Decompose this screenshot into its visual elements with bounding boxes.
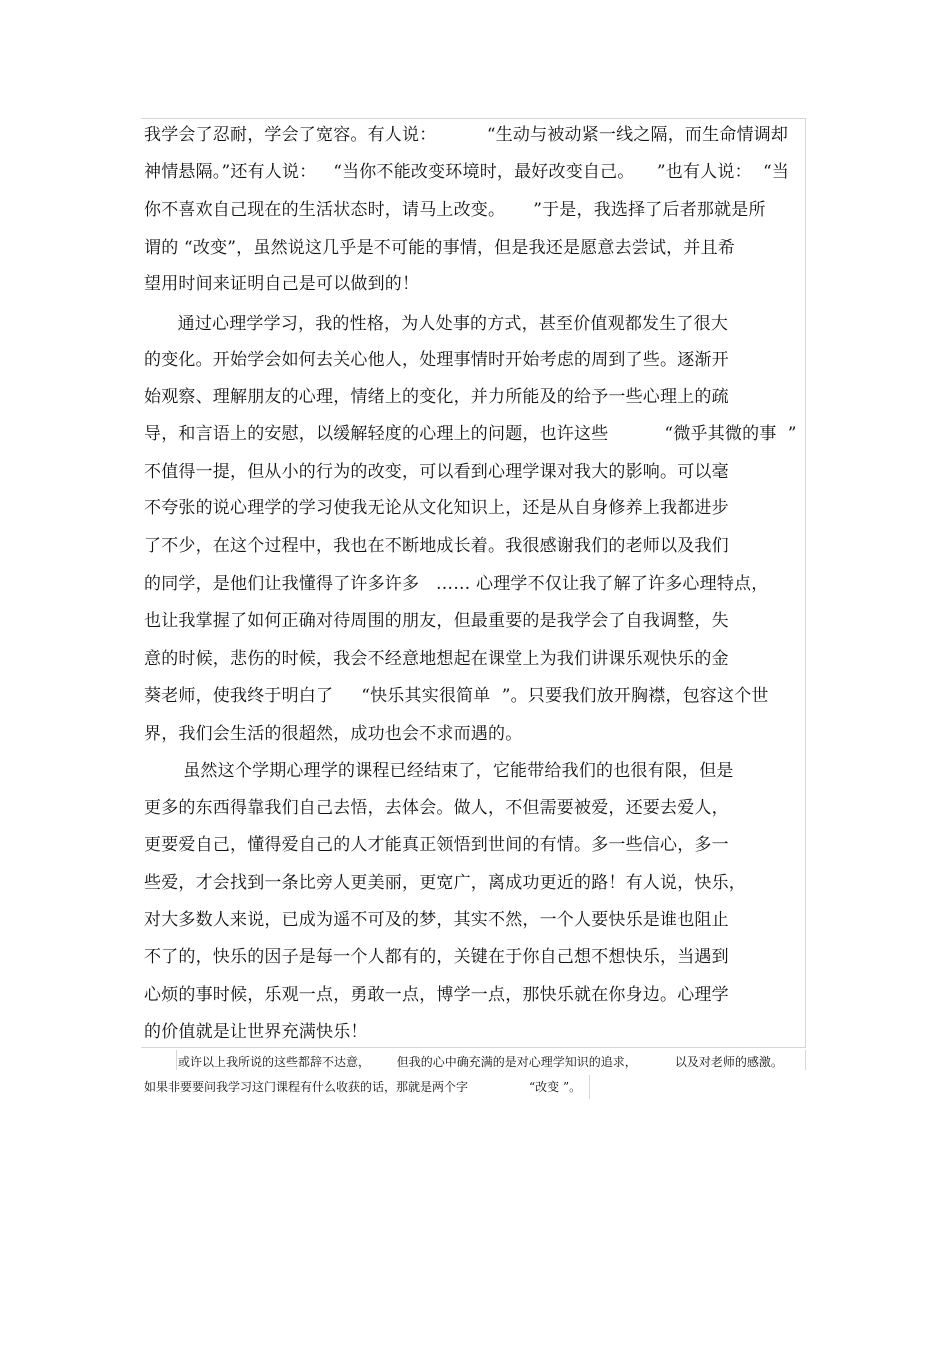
body-line: 谓的 “改变”，虽然说这几乎是不可能的事情，但是我还是愿意去尝试，并且希	[144, 238, 735, 258]
body-line: 更多的东西得靠我们自己去悟，去体会。做人，不但需要被爱，还要去爱人，	[144, 798, 729, 818]
closing-line: 或许以上我所说的这些都辞不达意， 但我的心中确充满的是对心理学知识的追求， 以及对老师的感激。	[178, 1055, 783, 1069]
body-line: 些爱，才会找到一条比旁人更美丽，更宽广，离成功更近的路！有人说，快乐，	[144, 873, 746, 893]
body-line: 心烦的事时候，乐观一点，勇敢一点，博学一点，那快乐就在你身边。心理学	[144, 985, 729, 1005]
closing-frame-end	[586, 1075, 590, 1099]
body-line: 意的时候，悲伤的时候，我会不经意地想起在课堂上为我们讲课乐观快乐的金	[144, 649, 729, 669]
body-line: 的同学，是他们让我懂得了许多许多 …… 心理学不仅让我了解了许多心理特点，	[144, 574, 769, 594]
body-line: 更要爱自己，懂得爱自己的人才能真正领悟到世间的有情。多一些信心，多一	[144, 835, 729, 855]
closing-line: 如果非要要问我学习这门课程有什么收获的话，那就是两个字 “改变 ”。	[144, 1080, 582, 1094]
body-line: 望用时间来证明自己是可以做到的！	[144, 274, 420, 294]
body-line: 对大多数人来说，已成为遥不可及的梦，其实不然，一个人要快乐是谁也阻止	[144, 910, 729, 930]
body-line: 不值得一提，但从小的行为的改变，可以看到心理学课对我大的影响。可以毫	[144, 462, 729, 482]
body-line: 导，和言语上的安慰，以缓解轻度的心理上的问题，也许这些 “微乎其微的事 ”	[144, 424, 797, 444]
body-line: 我学会了忍耐，学会了宽容。有人说： “生动与被动紧一线之隔，而生命情调却	[144, 125, 789, 145]
body-line: 你不喜欢自己现在的生活状态时，请马上改变。 ”于是，我选择了后者那就是所	[144, 200, 766, 220]
body-line: 通过心理学学习，我的性格，为人处事的方式，甚至价值观都发生了很大	[144, 314, 729, 334]
body-line: 神情悬隔。”还有人说： “当你不能改变环境时，最好改变自己。 ”也有人说： “当	[144, 162, 790, 182]
body-line: 不夸张的说心理学的学习使我无论从文化知识上，还是从自身修养上我都进步	[144, 498, 729, 518]
body-line: 的变化。开始学会如何去关心他人，处理事情时开始考虑的周到了些。逐渐开	[144, 350, 729, 370]
body-line: 也让我掌握了如何正确对待周围的朋友，但最重要的是我学会了自我调整，失	[144, 611, 729, 631]
body-line: 界，我们会生活的很超然，成功也会不求而遇的。	[144, 724, 523, 744]
body-line: 始观察、理解朋友的心理，情绪上的变化，并力所能及的给予一些心理上的疏	[144, 387, 729, 407]
body-line: 不了的，快乐的因子是每一个人都有的，关键在于你自己想不想快乐，当遇到	[144, 947, 729, 967]
body-line: 的价值就是让世界充满快乐！	[144, 1022, 368, 1042]
body-line: 虽然这个学期心理学的课程已经结束了，它能带给我们的也很有限，但是	[144, 761, 734, 781]
body-line: 葵老师，使我终于明白了 “快乐其实很简单 ”。只要我们放开胸襟，包容这个世	[144, 686, 769, 706]
body-line: 了不少，在这个过程中，我也在不断地成长着。我很感谢我们的老师以及我们	[144, 536, 729, 556]
